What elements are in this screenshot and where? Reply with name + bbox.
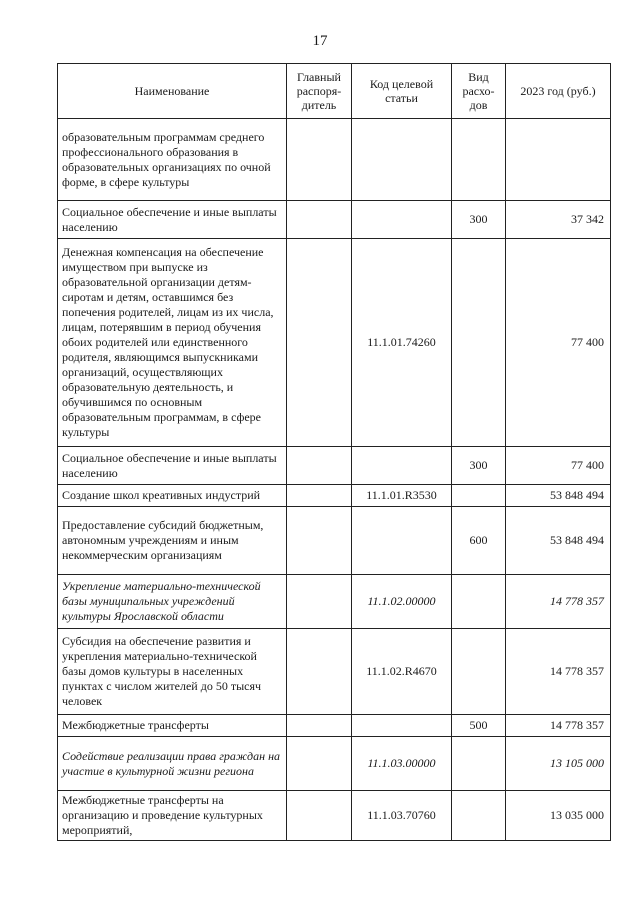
row-target-code: 11.1.02.R4670 <box>352 629 452 715</box>
table-row <box>58 629 611 715</box>
table-row <box>58 791 611 841</box>
row-chief-manager <box>287 629 352 715</box>
header-target-code: Код целевой статьи <box>352 64 452 119</box>
row-amount: 14 778 357 <box>506 575 611 629</box>
row-target-code <box>352 447 452 485</box>
row-target-code: 11.1.01.74260 <box>352 239 452 447</box>
table-row <box>58 485 611 507</box>
table-row <box>58 447 611 485</box>
row-target-code: 11.1.03.70760 <box>352 791 452 841</box>
table-body <box>58 119 611 841</box>
row-amount: 13 105 000 <box>506 737 611 791</box>
row-expense-kind: 500 <box>452 715 506 737</box>
row-name: Межбюджетные трансферты <box>58 715 287 737</box>
table-row <box>58 737 611 791</box>
row-target-code: 11.1.01.R3530 <box>352 485 452 507</box>
row-chief-manager <box>287 485 352 507</box>
row-expense-kind <box>452 791 506 841</box>
header-amount-2023: 2023 год (руб.) <box>506 64 611 119</box>
row-amount: 77 400 <box>506 239 611 447</box>
row-chief-manager <box>287 201 352 239</box>
row-chief-manager <box>287 239 352 447</box>
row-amount: 14 778 357 <box>506 715 611 737</box>
row-target-code <box>352 507 452 575</box>
budget-table <box>57 63 611 841</box>
row-amount: 77 400 <box>506 447 611 485</box>
header-expense-kind: Вид расхо-дов <box>452 64 506 119</box>
page-number: 17 <box>312 33 328 49</box>
row-chief-manager <box>287 119 352 201</box>
row-chief-manager <box>287 791 352 841</box>
table-row <box>58 507 611 575</box>
row-chief-manager <box>287 575 352 629</box>
row-name: Денежная компенсация на обеспечение имуществом при выпуске из образовательной организации детям-сиротам и детям, оставшимся без попечения родителей, лицам из их числа, лицам, потерявшим в период обучения обоих родителей или единственного родителя, являющимся выпускниками организаций, осуществляющих образовательную деятельность, и обучившимся по основным образовательным программам, в сфере культуры <box>58 239 287 447</box>
row-amount: 53 848 494 <box>506 485 611 507</box>
row-target-code <box>352 119 452 201</box>
row-chief-manager <box>287 507 352 575</box>
row-target-code: 11.1.03.00000 <box>352 737 452 791</box>
table-row <box>58 201 611 239</box>
row-expense-kind: 300 <box>452 201 506 239</box>
row-target-code <box>352 201 452 239</box>
row-name: Создание школ креативных индустрий <box>58 485 287 507</box>
row-chief-manager <box>287 715 352 737</box>
row-amount: 13 035 000 <box>506 791 611 841</box>
row-name: образовательным программам среднего профессионального образования в образовательных организациях по очной форме, в сфере культуры <box>58 119 287 201</box>
row-expense-kind <box>452 575 506 629</box>
table-row <box>58 239 611 447</box>
row-name: Социальное обеспечение и иные выплаты населению <box>58 201 287 239</box>
row-name: Социальное обеспечение и иные выплаты населению <box>58 447 287 485</box>
row-expense-kind: 600 <box>452 507 506 575</box>
row-name: Укрепление материально-технической базы муниципальных учреждений культуры Ярославской области <box>58 575 287 629</box>
row-expense-kind <box>452 485 506 507</box>
row-target-code: 11.1.02.00000 <box>352 575 452 629</box>
row-name: Предоставление субсидий бюджетным, автономным учреждениям и иным некоммерческим организациям <box>58 507 287 575</box>
row-amount: 53 848 494 <box>506 507 611 575</box>
table-row <box>58 575 611 629</box>
header-name: Наименование <box>58 64 287 119</box>
row-name: Межбюджетные трансферты на организацию и проведение культурных мероприятий, <box>58 791 287 841</box>
row-amount: 14 778 357 <box>506 629 611 715</box>
header-chief-manager: Главный распоря-дитель <box>287 64 352 119</box>
row-chief-manager <box>287 447 352 485</box>
row-amount <box>506 119 611 201</box>
table-row <box>58 715 611 737</box>
row-target-code <box>352 715 452 737</box>
row-amount: 37 342 <box>506 201 611 239</box>
table-row <box>58 119 611 201</box>
row-chief-manager <box>287 737 352 791</box>
row-expense-kind <box>452 239 506 447</box>
table-header-row <box>58 64 611 119</box>
row-expense-kind <box>452 629 506 715</box>
row-name: Содействие реализации права граждан на участие в культурной жизни региона <box>58 737 287 791</box>
row-expense-kind: 300 <box>452 447 506 485</box>
row-name: Субсидия на обеспечение развития и укрепления материально-технической базы домов культуры в населенных пунктах с числом жителей до 50 тысяч человек <box>58 629 287 715</box>
row-expense-kind <box>452 737 506 791</box>
row-expense-kind <box>452 119 506 201</box>
